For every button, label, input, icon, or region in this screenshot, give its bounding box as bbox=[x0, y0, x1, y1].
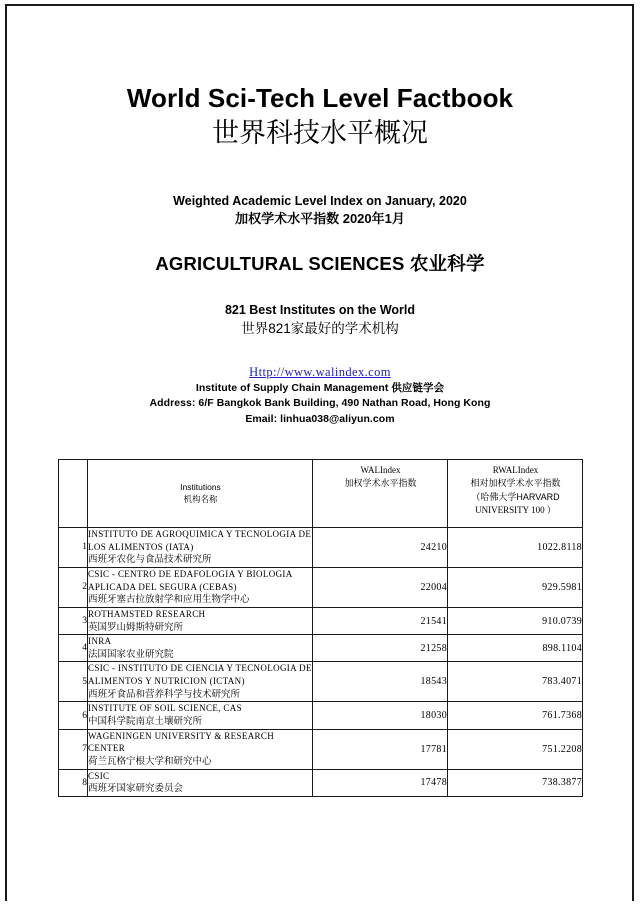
cell-institution bbox=[88, 607, 313, 634]
cell-institution bbox=[88, 729, 313, 769]
section-heading: AGRICULTURAL SCIENCES 农业科学 bbox=[155, 253, 485, 275]
institution-name-zh: 西班牙农化与食品技术研究所 bbox=[88, 554, 212, 566]
page-title-chinese: 世界科技水平概况 bbox=[212, 118, 428, 149]
cell-rank: 3 bbox=[59, 607, 88, 634]
cell-institution bbox=[88, 527, 313, 567]
institution-name-en: INSTITUTE OF SOIL SCIENCE, CAS bbox=[88, 703, 242, 714]
institution-name-zh: 中国科学院南京土壤研究所 bbox=[88, 716, 203, 728]
cell-rank: 2 bbox=[59, 567, 88, 607]
institution-name-en: INRA bbox=[88, 636, 112, 647]
cell-rwalindex: 929.5981 bbox=[448, 567, 583, 607]
table-body bbox=[59, 527, 583, 796]
column-header-walindex-en: WALIndex bbox=[360, 464, 401, 475]
contact-block bbox=[28, 339, 612, 428]
column-header-rwalindex-en: RWALIndex bbox=[492, 464, 539, 475]
cell-institution bbox=[88, 702, 313, 729]
cell-rwalindex: 1022.8118 bbox=[448, 527, 583, 567]
cell-institution bbox=[88, 635, 313, 662]
column-header-rwalindex-zh: 相对加权学术水平指数 bbox=[470, 478, 561, 489]
cell-rwalindex: 751.2208 bbox=[448, 729, 583, 769]
cell-walindex: 17478 bbox=[313, 769, 448, 796]
email-address: Email: linhua038@aliyun.com bbox=[245, 413, 395, 426]
cell-rank: 4 bbox=[59, 635, 88, 662]
cell-institution bbox=[88, 769, 313, 796]
cell-walindex: 18030 bbox=[313, 702, 448, 729]
column-header-walindex-zh: 加权学术水平指数 bbox=[344, 478, 417, 489]
institution-name-en: CSIC - CENTRO DE EDAFOLOGIA Y BIOLOGIA APLICADA DEL SEGURA (CEBAS) bbox=[88, 568, 293, 592]
cell-walindex: 21258 bbox=[313, 635, 448, 662]
column-header-institutions-en: Institutions bbox=[180, 481, 221, 492]
institution-name-en: WAGENINGEN UNIVERSITY & RESEARCH CENTER bbox=[88, 730, 275, 754]
institution-name-zh: 西班牙食品和营养科学与技术研究所 bbox=[88, 688, 241, 700]
table-row bbox=[59, 635, 583, 662]
postal-address: Address: 6/F Bangkok Bank Building, 490 Nathan Road, Hong Kong bbox=[149, 397, 491, 410]
institution-name-en: CSIC - INSTITUTO DE CIENCIA Y TECNOLOGIA DE ALIMENTOS Y NUTRICION (ICTAN) bbox=[88, 663, 312, 687]
column-header-rwalindex-note2: UNIVERSITY 100 ） bbox=[475, 505, 556, 516]
institution-name-en: INSTITUTO DE AGROQUIMICA Y TECNOLOGIA DE LOS ALIMENTOS (IATA) bbox=[88, 528, 312, 552]
table-row bbox=[59, 769, 583, 796]
cell-rank: 1 bbox=[59, 527, 88, 567]
column-header-rwalindex-note1: （哈佛大学HARVARD bbox=[471, 491, 560, 502]
institute-count-english: 821 Best Institutes on the World bbox=[224, 303, 416, 318]
page-title-english: World Sci-Tech Level Factbook bbox=[126, 83, 514, 113]
cell-rwalindex: 738.3877 bbox=[448, 769, 583, 796]
cell-rank: 8 bbox=[59, 769, 88, 796]
institution-name-en: CSIC bbox=[88, 770, 110, 781]
cell-rank: 7 bbox=[59, 729, 88, 769]
website-link[interactable]: Http://www.walindex.com bbox=[249, 364, 391, 379]
institution-name-zh: 英国罗山姆斯特研究所 bbox=[88, 621, 184, 633]
table-header bbox=[59, 459, 583, 527]
institution-name-en: ROTHAMSTED RESEARCH bbox=[88, 608, 206, 619]
cell-walindex: 17781 bbox=[313, 729, 448, 769]
column-header-walindex bbox=[313, 459, 448, 527]
cell-institution bbox=[88, 662, 313, 702]
table-row bbox=[59, 729, 583, 769]
table-row bbox=[59, 702, 583, 729]
cell-rwalindex: 898.1104 bbox=[448, 635, 583, 662]
cell-walindex: 22004 bbox=[313, 567, 448, 607]
cell-walindex: 21541 bbox=[313, 607, 448, 634]
column-header-institutions-zh: 机构名称 bbox=[183, 494, 218, 505]
table-row bbox=[59, 662, 583, 702]
table-row bbox=[59, 607, 583, 634]
cell-rank: 5 bbox=[59, 662, 88, 702]
institution-name-zh: 荷兰瓦格宁根大学和研究中心 bbox=[88, 756, 212, 768]
cell-institution bbox=[88, 567, 313, 607]
column-header-institutions bbox=[88, 459, 313, 527]
column-header-rank bbox=[59, 459, 88, 527]
column-header-rwalindex bbox=[448, 459, 583, 527]
cell-rwalindex: 761.7368 bbox=[448, 702, 583, 729]
cell-walindex: 24210 bbox=[313, 527, 448, 567]
ranking-table-container bbox=[58, 428, 582, 797]
table-row bbox=[59, 527, 583, 567]
cell-rank: 6 bbox=[59, 702, 88, 729]
table-row bbox=[59, 567, 583, 607]
institution-name-zh: 法国国家农业研究院 bbox=[88, 648, 174, 660]
institution-name-zh: 西班牙国家研究委员会 bbox=[88, 783, 184, 795]
organization-name: Institute of Supply Chain Management 供应链学会 bbox=[195, 381, 445, 394]
institution-name-zh: 西班牙塞古拉放射学和应用生物学中心 bbox=[88, 594, 250, 606]
table-header-row bbox=[59, 459, 583, 527]
subtitle-block bbox=[28, 149, 612, 228]
institute-count-block bbox=[28, 276, 612, 338]
institute-count-chinese: 世界821家最好的学术机构 bbox=[241, 320, 399, 336]
cell-rwalindex: 783.4071 bbox=[448, 662, 583, 702]
cell-rwalindex: 910.0739 bbox=[448, 607, 583, 634]
subtitle-chinese: 加权学术水平指数 2020年1月 bbox=[235, 211, 405, 227]
cell-walindex: 18543 bbox=[313, 662, 448, 702]
ranking-table bbox=[58, 459, 583, 797]
subtitle-english: Weighted Academic Level Index on January, 2020 bbox=[173, 194, 467, 209]
